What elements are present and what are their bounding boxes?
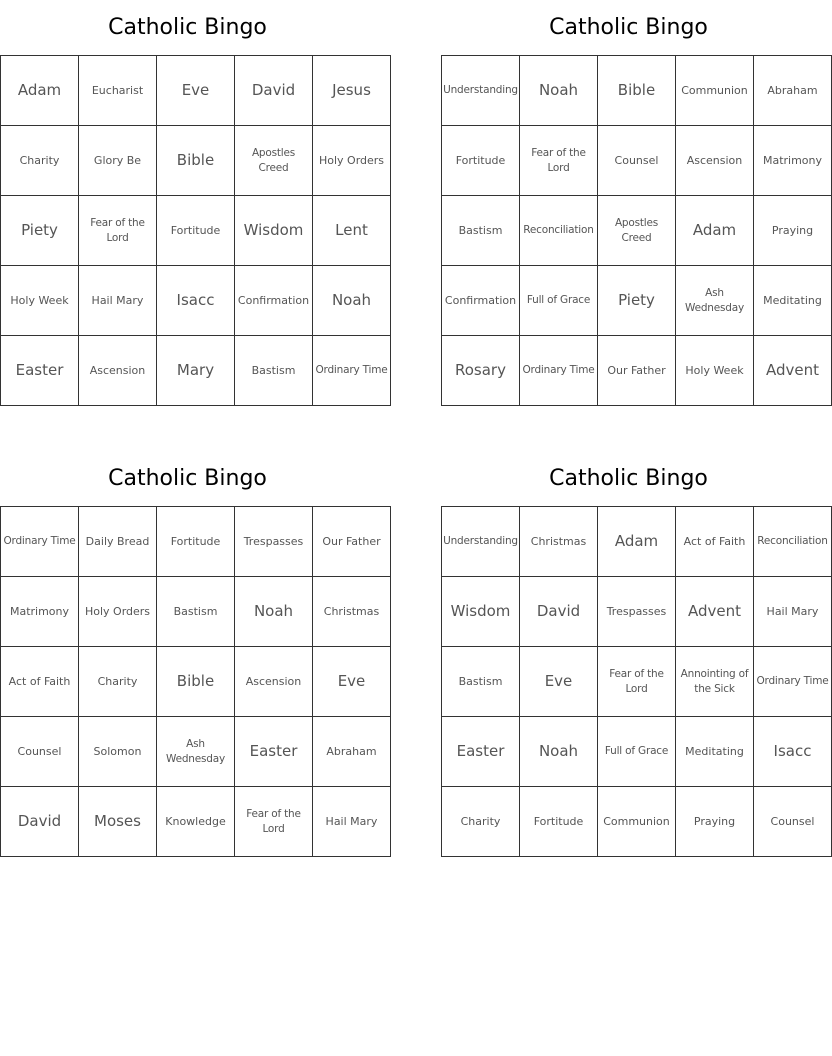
bingo-card-1 — [0, 0, 388, 406]
bingo-cell: Trespasses — [598, 577, 676, 647]
bingo-cell: Ascension — [235, 647, 313, 717]
bingo-cell: Rosary — [442, 336, 520, 406]
bingo-cell: Fear of the Lord — [79, 196, 157, 266]
bingo-card-3 — [0, 451, 381, 857]
bingo-cell: Holy Orders — [313, 126, 391, 196]
bingo-cell: Noah — [313, 266, 391, 336]
bingo-cell: Fortitude — [442, 126, 520, 196]
bingo-cell: Charity — [442, 787, 520, 857]
bingo-cell: Meditating — [676, 717, 754, 787]
bingo-cell: Adam — [1, 56, 79, 126]
bingo-row — [1, 577, 391, 647]
bingo-cell: Charity — [1, 126, 79, 196]
bingo-row — [1, 336, 391, 406]
bingo-cell: Easter — [442, 717, 520, 787]
bingo-cell: Hail Mary — [313, 787, 391, 857]
bingo-cell: Bastism — [157, 577, 235, 647]
bingo-row — [442, 196, 832, 266]
bingo-row — [442, 577, 832, 647]
bingo-cell: David — [235, 56, 313, 126]
bingo-cell: Act of Faith — [676, 507, 754, 577]
bingo-cell: Ascension — [79, 336, 157, 406]
bingo-cell: Counsel — [1, 717, 79, 787]
bingo-cell: Holy Week — [1, 266, 79, 336]
bingo-cell: Ordinary Time — [1, 507, 79, 577]
bingo-cell: Isacc — [754, 717, 832, 787]
bingo-cell: Apostles Creed — [598, 196, 676, 266]
bingo-cell: Advent — [676, 577, 754, 647]
bingo-cell: Noah — [235, 577, 313, 647]
bingo-cell: Eucharist — [79, 56, 157, 126]
bingo-row — [442, 56, 832, 126]
bingo-cell: Counsel — [754, 787, 832, 857]
bingo-cell: Piety — [598, 266, 676, 336]
bingo-cell: Advent — [754, 336, 832, 406]
bingo-cell: Ordinary Time — [754, 647, 832, 717]
bingo-cell: Praying — [754, 196, 832, 266]
bingo-cell: Annointing of the Sick — [676, 647, 754, 717]
bingo-cell: David — [1, 787, 79, 857]
bingo-grid — [441, 506, 832, 857]
bingo-cell: Confirmation — [235, 266, 313, 336]
bingo-cell: Piety — [1, 196, 79, 266]
bingo-cell: Communion — [598, 787, 676, 857]
bingo-row — [1, 507, 391, 577]
bingo-cell: Solomon — [79, 717, 157, 787]
bingo-row — [442, 126, 832, 196]
bingo-grid — [0, 55, 391, 406]
bingo-row — [1, 56, 391, 126]
bingo-cell: Charity — [79, 647, 157, 717]
bingo-row — [1, 266, 391, 336]
bingo-cell: Bastism — [235, 336, 313, 406]
bingo-cell: Full of Grace — [598, 717, 676, 787]
bingo-cell: Ash Wednesday — [676, 266, 754, 336]
bingo-cell: Eve — [157, 56, 235, 126]
bingo-cell: Ordinary Time — [313, 336, 391, 406]
card-title: Catholic Bingo — [108, 15, 267, 40]
bingo-cell: Jesus — [313, 56, 391, 126]
bingo-cell: Lent — [313, 196, 391, 266]
bingo-cell: David — [520, 577, 598, 647]
bingo-cell: Holy Orders — [79, 577, 157, 647]
bingo-cell: Fear of the Lord — [598, 647, 676, 717]
bingo-cell: Matrimony — [754, 126, 832, 196]
bingo-cell: Our Father — [313, 507, 391, 577]
bingo-cell: Bastism — [442, 647, 520, 717]
bingo-grid — [441, 55, 832, 406]
bingo-row — [1, 647, 391, 717]
bingo-cell: Fortitude — [520, 787, 598, 857]
bingo-cell: Bible — [598, 56, 676, 126]
bingo-cell: Fortitude — [157, 196, 235, 266]
bingo-cell: Daily Bread — [79, 507, 157, 577]
bingo-cell: Fear of the Lord — [235, 787, 313, 857]
bingo-row — [442, 717, 832, 787]
bingo-cell: Wisdom — [235, 196, 313, 266]
bingo-cell: Bastism — [442, 196, 520, 266]
bingo-cell: Meditating — [754, 266, 832, 336]
bingo-cell: Understanding — [442, 56, 520, 126]
card-title: Catholic Bingo — [108, 466, 267, 491]
bingo-cell: Glory Be — [79, 126, 157, 196]
bingo-cell: Act of Faith — [1, 647, 79, 717]
bingo-row — [442, 266, 832, 336]
bingo-cell: Noah — [520, 56, 598, 126]
bingo-cell: Fortitude — [157, 507, 235, 577]
bingo-cell: Confirmation — [442, 266, 520, 336]
bingo-cell: Holy Week — [676, 336, 754, 406]
bingo-cell: Reconciliation — [520, 196, 598, 266]
bingo-cell: Mary — [157, 336, 235, 406]
bingo-cell: Moses — [79, 787, 157, 857]
bingo-cell: Communion — [676, 56, 754, 126]
bingo-cell: Abraham — [754, 56, 832, 126]
bingo-cell: Bible — [157, 647, 235, 717]
bingo-row — [1, 196, 391, 266]
bingo-row — [442, 787, 832, 857]
bingo-cell: Counsel — [598, 126, 676, 196]
bingo-cell: Knowledge — [157, 787, 235, 857]
bingo-cell: Trespasses — [235, 507, 313, 577]
bingo-row — [442, 336, 832, 406]
bingo-row — [1, 717, 391, 787]
bingo-row — [1, 787, 391, 857]
bingo-cell: Reconciliation — [754, 507, 832, 577]
bingo-row — [442, 507, 832, 577]
bingo-cell: Easter — [1, 336, 79, 406]
bingo-cell: Christmas — [313, 577, 391, 647]
bingo-cell: Understanding — [442, 507, 520, 577]
bingo-grid — [0, 506, 391, 857]
card-title: Catholic Bingo — [549, 466, 708, 491]
bingo-cell: Ordinary Time — [520, 336, 598, 406]
bingo-cell: Wisdom — [442, 577, 520, 647]
bingo-cell: Matrimony — [1, 577, 79, 647]
bingo-cell: Fear of the Lord — [520, 126, 598, 196]
bingo-cell: Full of Grace — [520, 266, 598, 336]
bingo-cell: Bible — [157, 126, 235, 196]
bingo-cell: Isacc — [157, 266, 235, 336]
bingo-cell: Easter — [235, 717, 313, 787]
bingo-cell: Noah — [520, 717, 598, 787]
bingo-cell: Abraham — [313, 717, 391, 787]
bingo-cell: Hail Mary — [754, 577, 832, 647]
bingo-cell: Our Father — [598, 336, 676, 406]
bingo-card-4 — [441, 451, 829, 857]
bingo-cell: Apostles Creed — [235, 126, 313, 196]
bingo-row — [1, 126, 391, 196]
bingo-cell: Adam — [676, 196, 754, 266]
bingo-cell: Hail Mary — [79, 266, 157, 336]
bingo-cell: Eve — [520, 647, 598, 717]
bingo-row — [442, 647, 832, 717]
bingo-card-2 — [441, 0, 823, 406]
bingo-cell: Ash Wednesday — [157, 717, 235, 787]
bingo-cell: Praying — [676, 787, 754, 857]
bingo-cell: Christmas — [520, 507, 598, 577]
card-title: Catholic Bingo — [549, 15, 708, 40]
bingo-cell: Adam — [598, 507, 676, 577]
bingo-cell: Ascension — [676, 126, 754, 196]
bingo-cell: Eve — [313, 647, 391, 717]
